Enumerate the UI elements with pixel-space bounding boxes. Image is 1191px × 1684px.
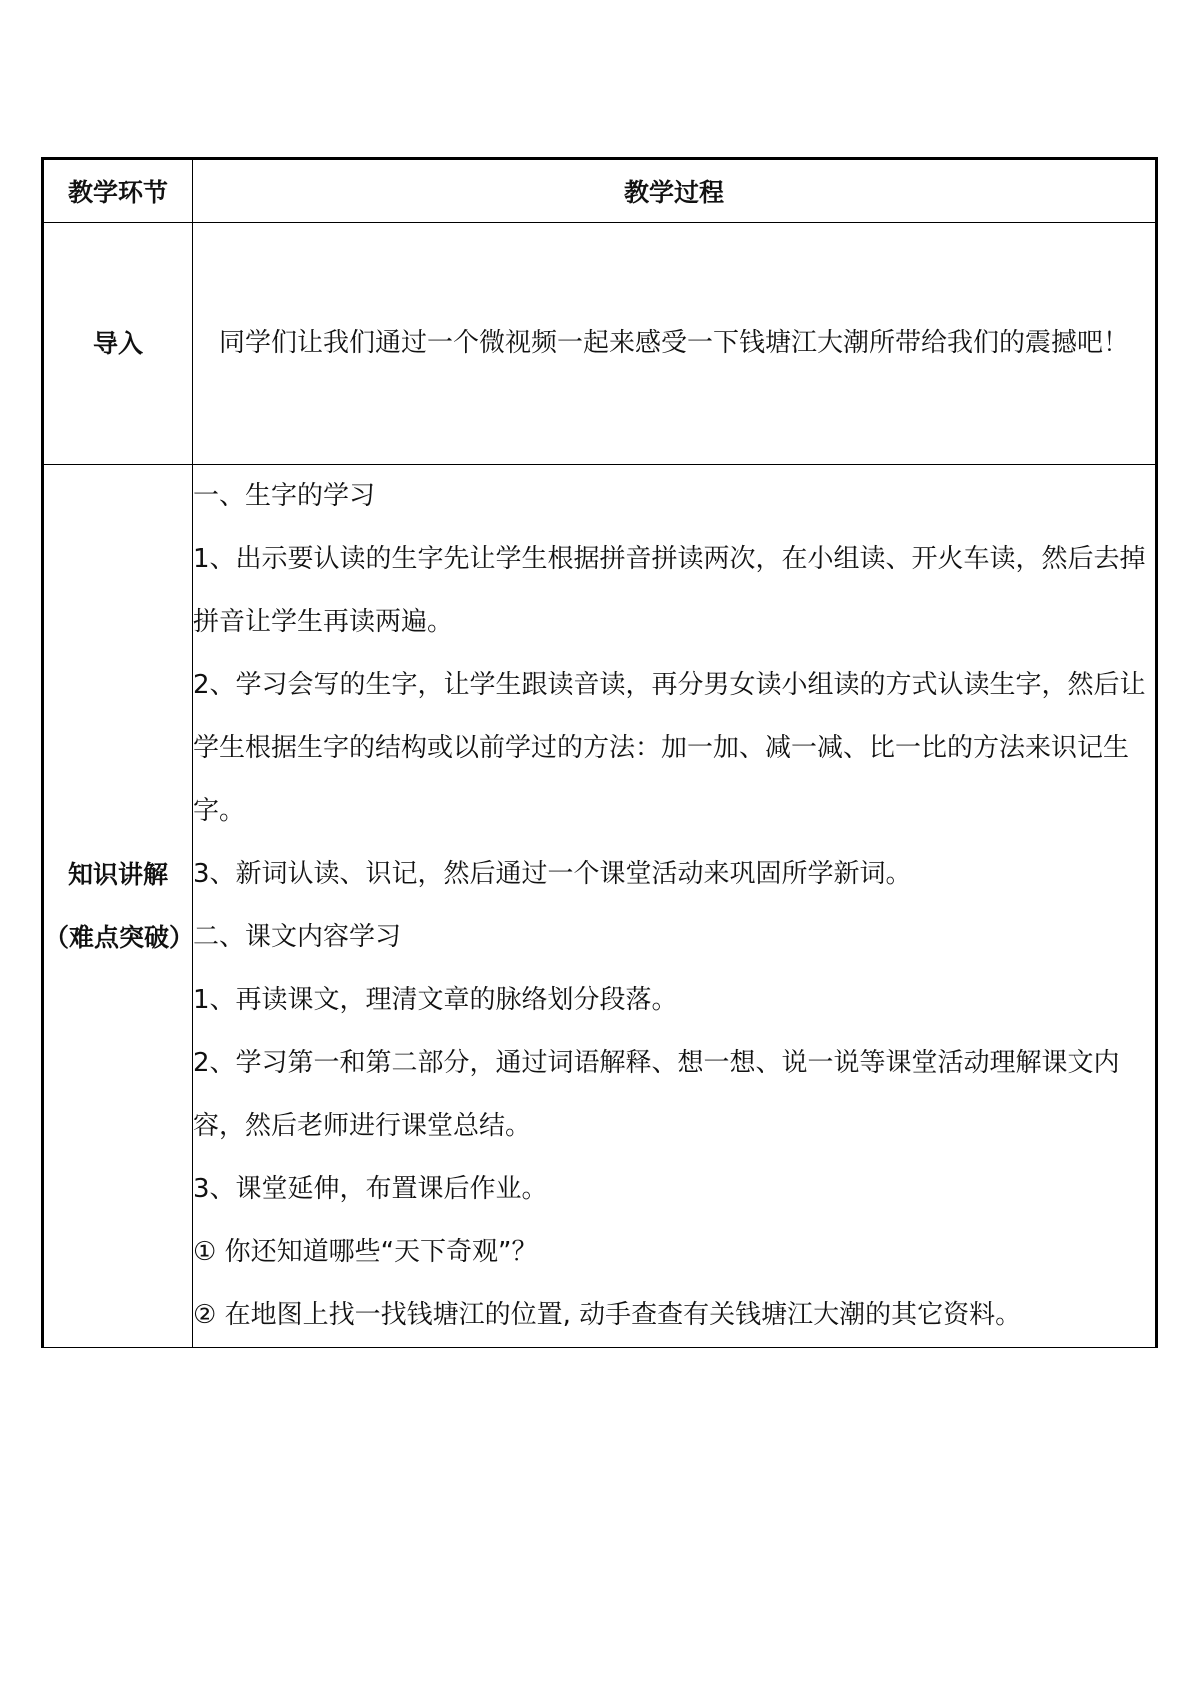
intro-content-cell: 同学们让我们通过一个微视频一起来感受一下钱塘江大潮所带给我们的震撼吧！: [193, 223, 1157, 465]
list-item: 3、课堂延伸，布置课后作业。: [193, 1174, 548, 1204]
homework-item: ② 在地图上找一找钱塘江的位置, 动手查查有关钱塘江大潮的其它资料。: [193, 1300, 1022, 1330]
section-heading-text-study: 二、课文内容学习: [193, 922, 402, 952]
knowledge-content-cell: [193, 465, 1157, 1348]
table-row-intro: [43, 223, 1157, 465]
list-item: 2、学习会写的生字，让学生跟读音读，再分男女读小组读的方式认读生字，然后让学生根据生字的结构或以前学过的方法：加一加、减一减、比一比的方法来识记生字。: [193, 670, 1146, 826]
list-item: 2、学习第一和第二部分，通过词语解释、想一想、说一说等课堂活动理解课文内容，然后老师进行课堂总结。: [193, 1048, 1120, 1141]
table-header-row: [43, 159, 1157, 223]
header-stage-cell: 教学环节: [43, 159, 193, 223]
list-item: 1、再读课文，理清文章的脉络划分段落。: [193, 985, 678, 1015]
header-process-cell: 教学过程: [193, 159, 1157, 223]
list-item: 1、出示要认读的生字先让学生根据拼音拼读两次，在小组读、开火车读，然后去掉拼音让学生再读两遍。: [193, 544, 1146, 637]
knowledge-stage-cell: 知识讲解（难点突破）: [43, 465, 193, 1348]
list-item: 3、新词认读、识记，然后通过一个课堂活动来巩固所学新词。: [193, 859, 912, 889]
lesson-plan-table: [41, 157, 1158, 1348]
section-heading-characters: 一、生字的学习: [193, 481, 376, 511]
homework-item: ① 你还知道哪些“天下奇观”？: [193, 1237, 538, 1267]
intro-stage-cell: 导入: [43, 223, 193, 465]
table-row-knowledge: [43, 465, 1157, 1348]
